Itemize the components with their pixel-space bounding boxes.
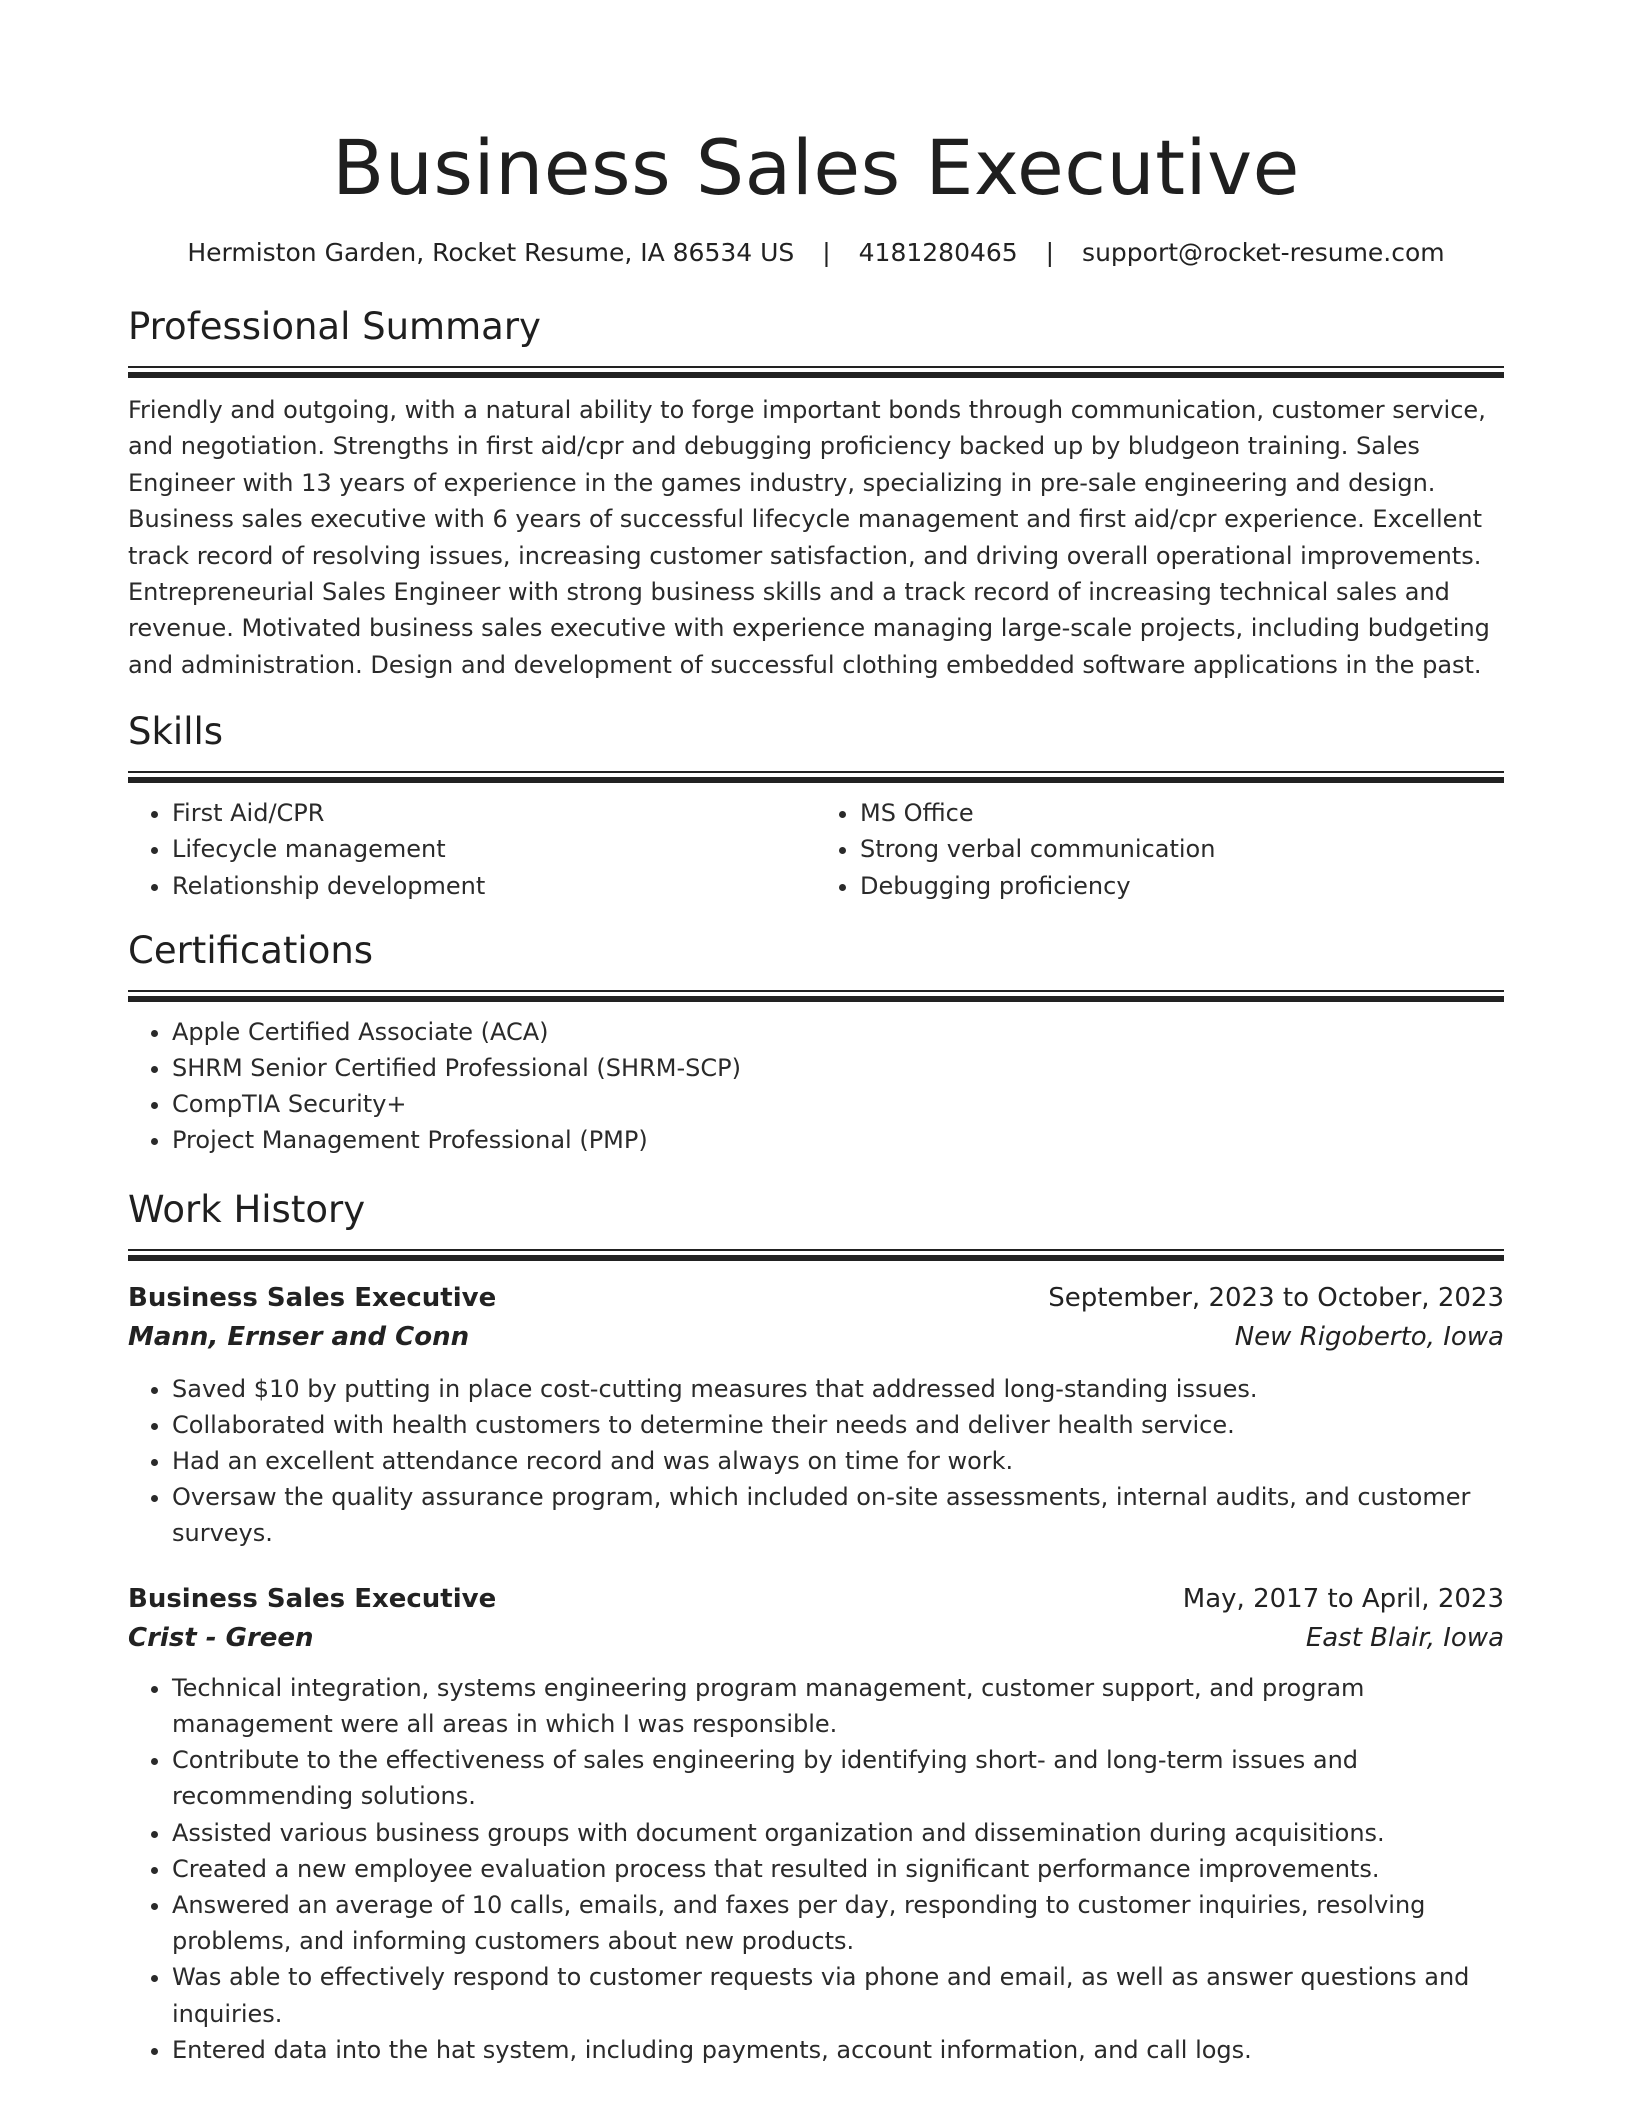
job-title: Business Sales Executive (128, 1583, 497, 1614)
skill-item: • Lifecycle management (172, 831, 816, 867)
contact-phone: 4181280465 (858, 238, 1018, 267)
certifications-list (128, 1014, 1504, 1159)
job-entry (128, 1580, 1504, 2068)
certification-item: • SHRM Senior Certified Professional (SHRM-SCP) (172, 1050, 1504, 1086)
work-history-section (128, 1187, 1504, 2068)
job-company: Crist - Green (128, 1622, 314, 1653)
job-header (128, 1279, 1504, 1318)
job-bullet: • Assisted various business groups with document organization and dissemination during acquisitions. (172, 1815, 1504, 1851)
job-bullet: • Oversaw the quality assurance program, which included on-site assessments, internal audits, and customer surveys. (172, 1479, 1504, 1551)
certification-item: • CompTIA Security+ (172, 1086, 1504, 1122)
job-subheader (128, 1619, 1504, 1658)
skills-list-left (128, 795, 816, 904)
job-bullets (128, 1371, 1504, 1552)
job-subheader (128, 1318, 1504, 1357)
summary-section (128, 304, 1504, 683)
skills-list-right (816, 795, 1504, 904)
section-divider (128, 366, 1504, 378)
job-dates: May, 2017 to April, 2023 (1182, 1583, 1504, 1614)
certification-item: • Project Management Professional (PMP) (172, 1122, 1504, 1158)
contact-separator: | (1045, 238, 1055, 267)
job-dates: September, 2023 to October, 2023 (1048, 1282, 1504, 1313)
skill-item: • Strong verbal communication (860, 831, 1504, 867)
skill-item: • Debugging proficiency (860, 868, 1504, 904)
job-entry (128, 1279, 1504, 1552)
job-bullet: • Created a new employee evaluation process that resulted in significant performance improvements. (172, 1851, 1504, 1887)
contact-email: support@rocket-resume.com (1082, 238, 1445, 267)
section-title-certifications: Certifications (128, 928, 374, 972)
resume-name: Business Sales Executive (332, 123, 1300, 212)
section-title-summary: Professional Summary (128, 305, 541, 348)
job-bullet: • Technical integration, systems engineering program management, customer support, and program management were all areas in which I was responsible. (172, 1670, 1504, 1742)
section-divider (128, 1249, 1504, 1261)
certifications-section (128, 928, 1504, 1159)
contact-separator: | (822, 238, 831, 267)
job-location: East Blair, Iowa (1305, 1622, 1504, 1653)
certification-item: • Apple Certified Associate (ACA) (172, 1014, 1504, 1050)
job-bullet: • Had an excellent attendance record and was always on time for work. (172, 1443, 1504, 1479)
section-divider (128, 771, 1504, 783)
job-bullet: • Saved $10 by putting in place cost-cutting measures that addressed long-standing issues. (172, 1371, 1504, 1407)
contact-address: Hermiston Garden, Rocket Resume, IA 86534 US (187, 238, 795, 267)
job-header (128, 1580, 1504, 1619)
job-bullet: • Answered an average of 10 calls, emails, and faxes per day, responding to customer inquiries, resolving problems, and informing customers about new products. (172, 1887, 1504, 1959)
section-title-work-history: Work History (128, 1187, 366, 1231)
job-company: Mann, Ernser and Conn (128, 1321, 470, 1352)
skills-grid (128, 795, 1504, 904)
job-bullet: • Collaborated with health customers to determine their needs and deliver health service. (172, 1407, 1504, 1443)
contact-line (128, 236, 1504, 270)
job-bullets (128, 1670, 1504, 2068)
skill-item: • Relationship development (172, 868, 816, 904)
skills-section (128, 709, 1504, 904)
job-title: Business Sales Executive (128, 1282, 497, 1313)
section-divider (128, 990, 1504, 1002)
section-title-skills: Skills (128, 710, 224, 754)
job-bullet: • Entered data into the hat system, including payments, account information, and call logs. (172, 2032, 1504, 2068)
job-bullet: • Was able to effectively respond to customer requests via phone and email, as well as answer questions and inquiries. (172, 1959, 1504, 2031)
job-location: New Rigoberto, Iowa (1234, 1321, 1504, 1352)
skill-item: • First Aid/CPR (172, 795, 816, 831)
job-bullet: • Contribute to the effectiveness of sales engineering by identifying short- and long-term issues and recommending solutions. (172, 1742, 1504, 1814)
skill-item: • MS Office (860, 795, 1504, 831)
summary-text: Friendly and outgoing, with a natural ability to forge important bonds through communication, customer service, and negotiation. Strengths in first aid/cpr and debugging proficiency backed up by bludgeon training. Sales Engineer with 13 years of experience in the games industry, specializing in pre-sale engineering and design. Business sales executive with 6 years of successful lifecycle management and first aid/cpr experience. Excellent track record of resolving issues, increasing customer satisfaction, and driving overall operational improvements. Entrepreneurial Sales Engineer with strong business skills and a track record of increasing technical sales and revenue. Motivated business sales executive with experience managing large-scale projects, including budgeting and administration. Design and development of successful clothing embedded software applications in the past. (128, 396, 1490, 679)
